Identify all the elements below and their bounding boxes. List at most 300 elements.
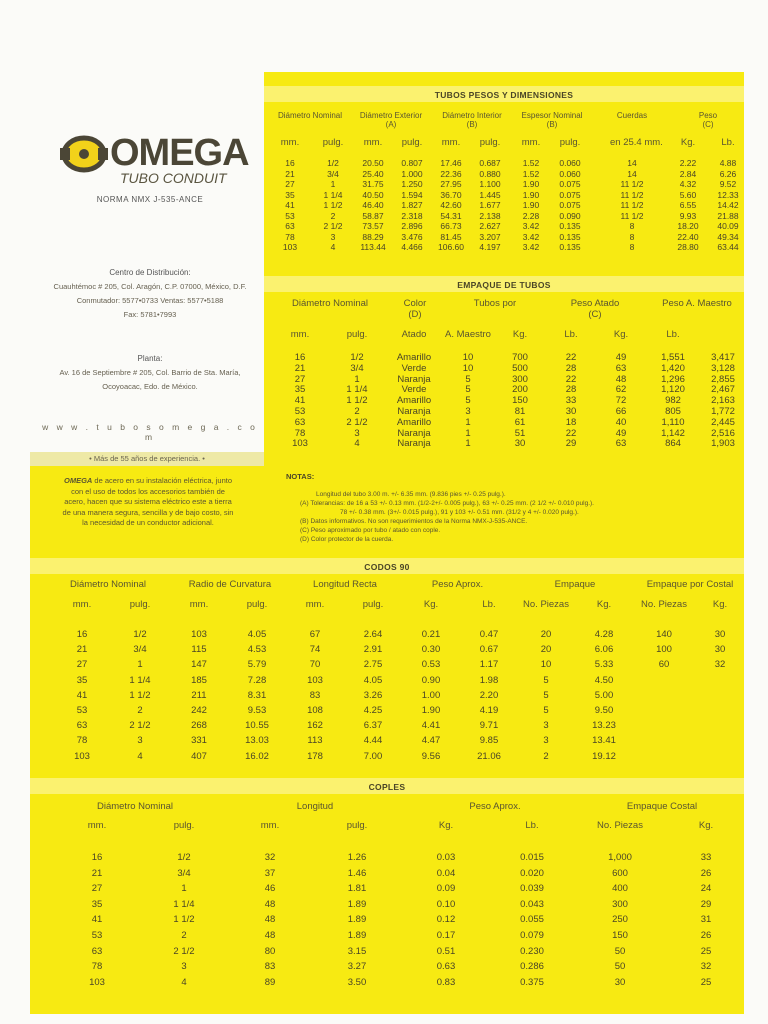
t1-table-cell: 0.060 <box>559 168 581 179</box>
t3-table-cell: 4.41 <box>421 720 441 732</box>
t1-table-cell: 21 <box>285 168 295 179</box>
t3-table-cell: 41 <box>76 689 88 701</box>
t3-table-cell: 9.53 <box>247 705 267 716</box>
t1-header: (A) <box>385 120 397 129</box>
t3-table-cell: 103 <box>74 750 90 762</box>
t1-table-cell: 14 <box>627 158 637 168</box>
t1-subheader-cell: mm. <box>441 137 461 148</box>
t3-table-cell: 4 <box>137 750 143 762</box>
t4-table-cell: 50 <box>614 961 626 973</box>
t1-table-cell: 3.476 <box>401 231 423 242</box>
t4-table-cell: 33 <box>700 852 712 863</box>
t3-table-cell: 4.05 <box>247 629 267 640</box>
t1-table-cell: 0.135 <box>559 231 581 242</box>
t1-table-cell: 0.135 <box>559 242 581 252</box>
t1-table-cell: 2.138 <box>479 210 501 221</box>
t2-subheader-cell: Atado <box>401 329 427 340</box>
t2-table-cell: 63 <box>615 362 627 374</box>
t1-table-cell: 63.44 <box>717 242 739 252</box>
t1-table-cell: 1.827 <box>401 200 423 210</box>
t1-table-cell: 28.80 <box>677 242 699 252</box>
t1-table-cell: 2.627 <box>479 221 501 231</box>
t3-table-cell: 268 <box>191 720 207 732</box>
t1-table-cell: 2.28 <box>522 210 540 221</box>
t3-subheader-cell: Kg. <box>712 599 728 610</box>
t3-table-cell: 242 <box>191 705 207 716</box>
t3-title: CODOS 90 <box>364 562 410 572</box>
t4-table-cell: 48 <box>264 930 276 941</box>
t2-table-cell: 3 <box>465 406 471 417</box>
t3-table-cell: 407 <box>191 750 207 762</box>
t2-table-cell: 28 <box>565 362 577 374</box>
norma-label: NORMA NMX J-535-ANCE <box>96 195 204 204</box>
t1-table-cell: 36.70 <box>440 189 462 200</box>
dist-phones: Conmutador: 5577•0733 Ventas: 5577•5188 <box>76 296 224 305</box>
t4-table-cell: 0.055 <box>520 914 544 926</box>
t1-table-cell: 113.44 <box>360 242 386 252</box>
t1-header: Cuerdas <box>616 111 648 120</box>
t4-table-cell: 0.015 <box>520 852 544 863</box>
t3-table-cell: 2 <box>543 750 549 762</box>
t3-table-cell: 178 <box>307 750 323 762</box>
t1-table-cell: 11 1/2 <box>620 210 644 221</box>
t1-table-cell: 4.197 <box>479 242 501 252</box>
t4-title: COPLES <box>368 782 406 792</box>
t1-table-cell: 81.45 <box>440 231 462 242</box>
t3-table-cell: 1 1/2 <box>129 689 151 701</box>
t3-table-cell: 16 <box>76 629 88 640</box>
t3-table-cell: 2.91 <box>363 644 383 656</box>
t4-table-cell: 26 <box>700 930 712 941</box>
t1-subheader-cell: pulg. <box>401 137 423 148</box>
t2-table-cell: 1,420 <box>661 362 685 374</box>
t1-table-cell: 1 1/2 <box>323 200 343 210</box>
t1-table-cell: 3 <box>330 231 336 242</box>
t1-table-cell: 1.90 <box>522 179 540 189</box>
t2-table-cell: 1,551 <box>661 352 685 363</box>
t3-table-cell: 5 <box>543 689 549 701</box>
t1-table-cell: 25.40 <box>362 168 384 179</box>
t4-table-cell: 0.039 <box>520 883 544 895</box>
t2-table-cell: 700 <box>512 352 528 363</box>
t4-table-cell: 16 <box>91 852 103 863</box>
t2-header: (C) <box>588 309 602 320</box>
t2-table-cell: 3/4 <box>350 362 364 374</box>
t3-table-cell: 1 <box>137 659 143 671</box>
t1-table-cell: 11 1/2 <box>620 189 644 200</box>
t2-table-cell: 1 1/4 <box>346 384 368 396</box>
t1-table-cell: 11 1/2 <box>620 179 644 189</box>
t2-table-cell: 1 1/2 <box>346 395 368 407</box>
t3-table-cell: 4.19 <box>479 705 499 716</box>
t2-table-cell: 300 <box>512 373 528 385</box>
t2-table-cell: 40 <box>615 416 627 428</box>
t3-table-cell: 211 <box>191 689 207 701</box>
experience-banner: • Más de 55 años de experiencia. • <box>30 452 264 466</box>
t3-table-cell: 35 <box>76 674 88 686</box>
t1-table-cell: 0.880 <box>479 168 501 179</box>
t4-table-cell: 83 <box>264 961 276 973</box>
t4-table-cell: 600 <box>612 867 628 879</box>
t4-table-cell: 21 <box>91 867 103 879</box>
t4-header: Diámetro Nominal <box>96 801 174 812</box>
t1-subheader-cell: mm. <box>521 137 541 148</box>
t2-table-cell: 2,855 <box>711 373 735 385</box>
t2-table-cell: 864 <box>665 438 681 450</box>
t1-table-cell: 27.95 <box>440 179 462 189</box>
t2-table-cell: 500 <box>512 362 528 374</box>
t1-table-cell: 0.687 <box>479 158 501 168</box>
t1-table-cell: 1.445 <box>479 189 501 200</box>
t3-table-cell: 4.53 <box>247 644 267 656</box>
notes-label: NOTAS: <box>286 472 315 481</box>
t4-table-cell: 0.230 <box>520 945 544 957</box>
t4-table-cell: 1 1/4 <box>173 898 195 910</box>
t3-table-cell: 0.30 <box>421 644 441 656</box>
t2-table-cell: 53 <box>294 406 306 417</box>
t3-table-cell: 78 <box>76 735 88 747</box>
t2-table-cell: Naranja <box>397 406 431 417</box>
t4-table-cell: 46 <box>264 883 276 895</box>
t1-table-cell: 21.88 <box>717 210 739 221</box>
t4-table-cell: 2 1/2 <box>173 945 195 957</box>
t3-table-cell: 9.71 <box>479 720 499 732</box>
t1-table-cell: 66.73 <box>440 221 462 231</box>
dist-fax: Fax: 5781•7993 <box>123 310 177 319</box>
t4-table-cell: 0.12 <box>436 914 456 926</box>
plant-address-1: Av. 16 de Septiembre # 205, Col. Barrio de Sta. María, <box>59 368 241 377</box>
t4-table-cell: 2 <box>181 930 187 941</box>
t4-table-cell: 63 <box>91 945 103 957</box>
t1-table-cell: 2.22 <box>679 158 697 168</box>
t1-table-cell: 53 <box>285 210 295 221</box>
t4-table-cell: 26 <box>700 867 712 879</box>
t3-table-cell: 113 <box>307 735 323 747</box>
t4-subheader-cell: Kg. <box>698 820 714 831</box>
t1-table-cell: 27 <box>285 179 295 189</box>
t3-table-cell: 1 1/4 <box>129 674 151 686</box>
t3-table-cell: 30 <box>714 629 726 640</box>
note-line: Longitud del tubo 3.00 m. +/- 6.35 mm. (9.836 pies +/- 0.25 pulg.). <box>316 491 506 498</box>
t4-subheader-cell: Lb. <box>525 820 539 831</box>
t3-table-cell: 147 <box>191 659 207 671</box>
t3-header: Radio de Curvatura <box>188 579 272 590</box>
t2-header: Color <box>403 298 427 309</box>
t3-table-cell: 20 <box>540 644 552 656</box>
t4-subheader-cell: mm. <box>87 820 107 831</box>
t2-table-cell: 78 <box>294 427 306 439</box>
t1-header: (B) <box>546 120 558 129</box>
t2-header: (D) <box>408 309 422 320</box>
t1-table-cell: 3.207 <box>479 231 501 242</box>
t1-table-cell: 31.75 <box>362 179 384 189</box>
t3-subheader-cell: Kg. <box>423 599 439 610</box>
t2-table-cell: 33 <box>565 395 577 407</box>
t2-table-cell: 66 <box>615 406 627 417</box>
t1-header: Espesor Nominal <box>521 111 583 120</box>
t1-table-cell: 35 <box>285 189 295 200</box>
t1-table-cell: 18.20 <box>677 221 699 231</box>
t1-table-cell: 8 <box>629 221 635 231</box>
t1-table-cell: 40.50 <box>362 189 384 200</box>
t3-table-cell: 60 <box>658 659 670 671</box>
t2-table-cell: 62 <box>615 384 627 396</box>
logo-brand-text: OMEGA <box>110 132 249 174</box>
t1-table-cell: 1.52 <box>522 158 540 168</box>
t3-table-cell: 2 <box>137 705 143 716</box>
t4-table-cell: 250 <box>612 914 628 926</box>
t2-table-cell: 2,163 <box>711 395 735 407</box>
t2-table-cell: 10 <box>462 362 474 374</box>
t2-table-cell: 51 <box>514 427 526 439</box>
t2-table-cell: 150 <box>512 395 528 407</box>
t2-table-cell: 22 <box>565 352 577 363</box>
t2-table-cell: 1,772 <box>711 406 735 417</box>
t1-header: Peso <box>698 111 718 120</box>
t1-table-cell: 16 <box>285 158 295 168</box>
t1-table-cell: 6.26 <box>719 168 737 179</box>
t3-subheader-cell: mm. <box>305 599 325 610</box>
t4-table-cell: 24 <box>700 883 712 895</box>
t3-table-cell: 0.67 <box>479 644 499 656</box>
t1-table-cell: 88.29 <box>362 231 384 242</box>
t3-table-cell: 32 <box>714 659 726 671</box>
t2-table-cell: 10 <box>462 352 474 363</box>
t4-table-cell: 1.89 <box>347 914 367 926</box>
blurb-line: la necesidad de un conductor adicional. <box>82 518 214 527</box>
t4-table-cell: 1 <box>181 883 187 895</box>
t1-table-cell: 9.93 <box>679 210 697 221</box>
t4-table-cell: 0.04 <box>436 867 456 879</box>
t1-table-cell: 0.135 <box>559 221 581 231</box>
t3-table-cell: 3/4 <box>133 644 147 656</box>
t4-table-cell: 0.51 <box>436 945 456 957</box>
t2-header: Peso Atado <box>570 298 620 309</box>
t3-table-cell: 0.53 <box>421 659 441 671</box>
t3-table-cell: 5 <box>543 705 549 716</box>
t4-table-cell: 1,000 <box>608 852 632 863</box>
t2-table-cell: Naranja <box>397 373 431 385</box>
t2-subheader-cell: Lb. <box>666 329 680 340</box>
t1-table-cell: 2.896 <box>401 221 423 231</box>
t4-table-cell: 25 <box>700 945 712 957</box>
t1-table-cell: 1/2 <box>327 158 339 168</box>
t3-table-cell: 67 <box>309 629 321 640</box>
t3-table-cell: 5.79 <box>247 659 267 671</box>
t2-subheader-cell: mm. <box>290 329 310 340</box>
t2-table-cell: 200 <box>512 384 528 396</box>
t1-table-cell: 8 <box>629 242 635 252</box>
t2-table-cell: 5 <box>465 384 471 396</box>
t1-subheader-cell: mm. <box>280 137 300 148</box>
t4-table-cell: 0.079 <box>520 930 544 941</box>
t3-table-cell: 2.64 <box>363 629 383 640</box>
t2-subheader-cell: Kg. <box>512 329 528 340</box>
t3-subheader-cell: Lb. <box>482 599 496 610</box>
t3-table-cell: 70 <box>309 659 321 671</box>
t4-table-cell: 103 <box>89 976 105 988</box>
t3-header: Longitud Recta <box>313 579 377 590</box>
t3-table-cell: 4.28 <box>594 629 614 640</box>
website-link[interactable]: w w w . t u b o s o m e g a . c o m <box>42 422 258 442</box>
t1-table-cell: 49.34 <box>717 231 739 242</box>
t3-table-cell: 2.20 <box>479 689 499 701</box>
t1-table-cell: 1.000 <box>401 168 423 179</box>
t4-table-cell: 3 <box>181 961 187 973</box>
t1-table-cell: 42.60 <box>440 200 462 210</box>
t1-table-cell: 46.40 <box>362 200 384 210</box>
t1-table-cell: 2 1/2 <box>323 221 343 231</box>
t1-table-cell: 1.594 <box>401 189 423 200</box>
omega-logo-icon <box>60 134 108 174</box>
t2-table-cell: 49 <box>615 352 627 363</box>
t3-table-cell: 21 <box>76 644 88 656</box>
t2-table-cell: 3,417 <box>711 352 735 363</box>
t4-table-cell: 0.375 <box>520 976 544 988</box>
t2-table-cell: 5 <box>465 395 471 407</box>
t3-subheader-cell: pulg. <box>129 599 151 610</box>
t1-table-cell: 1.677 <box>479 200 501 210</box>
t1-table-cell: 22.40 <box>677 231 699 242</box>
t3-table-cell: 2.75 <box>363 659 383 671</box>
t1-table-cell: 2 <box>330 210 336 221</box>
t3-table-cell: 0.90 <box>421 674 441 686</box>
t1-table-cell: 54.31 <box>440 210 462 221</box>
t3-table-cell: 103 <box>191 629 207 640</box>
t4-table-cell: 30 <box>614 976 626 988</box>
t4-table-cell: 1.81 <box>347 883 367 895</box>
t3-header: Diámetro Nominal <box>69 579 147 590</box>
blurb-line: acero, hacen que su sistema eléctrico este a tierra <box>64 497 232 506</box>
t1-table-cell: 3/4 <box>327 168 339 179</box>
t2-table-cell: 30 <box>565 406 577 417</box>
t2-table-cell: 41 <box>294 395 306 407</box>
t1-table-cell: 78 <box>285 231 295 242</box>
t3-subheader-cell: pulg. <box>246 599 268 610</box>
t2-table-cell: 28 <box>565 384 577 396</box>
t3-table-cell: 83 <box>309 689 321 701</box>
t3-table-cell: 74 <box>309 644 321 656</box>
t2-table-cell: Verde <box>401 362 427 374</box>
t3-table-cell: 1.00 <box>421 689 441 701</box>
t1-table-cell: 0.060 <box>559 158 581 168</box>
t4-table-cell: 150 <box>612 930 628 941</box>
t2-table-cell: 72 <box>615 395 627 407</box>
t3-table-cell: 27 <box>76 659 88 671</box>
t1-table-cell: 58.87 <box>362 210 384 221</box>
t3-table-cell: 1/2 <box>133 629 147 640</box>
t2-table-cell: Amarillo <box>396 395 432 407</box>
t3-table-cell: 1.98 <box>479 674 499 686</box>
t1-table-cell: 2.84 <box>679 168 697 179</box>
t3-table-cell: 5.00 <box>594 689 614 701</box>
t3-table-cell: 6.06 <box>594 644 614 656</box>
t4-table-cell: 50 <box>614 945 626 957</box>
t2-subheader-cell: Kg. <box>613 329 629 340</box>
t3-table-cell: 53 <box>76 705 88 716</box>
t4-header: Longitud <box>296 801 334 812</box>
t2-table-cell: Naranja <box>397 438 431 450</box>
blurb-line: de acero en su instalación eléctrica, junto <box>94 476 233 485</box>
t3-subheader-cell: mm. <box>72 599 92 610</box>
t2-table-cell: 22 <box>565 427 577 439</box>
t3-header: Empaque por Costal <box>646 579 734 590</box>
blurb-line: con el uso de todos los accesorios también de <box>71 486 225 496</box>
t3-subheader-cell: Kg. <box>596 599 612 610</box>
t1-table-cell: 0.075 <box>559 189 581 200</box>
t2-table-cell: 35 <box>294 384 306 396</box>
t3-table-cell: 10.55 <box>245 720 269 732</box>
t3-table-cell: 10 <box>540 659 552 671</box>
t3-subheader-cell: mm. <box>189 599 209 610</box>
t1-table-cell: 4 <box>330 242 336 252</box>
t3-table-cell: 9.85 <box>479 735 499 747</box>
t3-table-cell: 4.05 <box>363 674 383 686</box>
t4-table-cell: 1.26 <box>347 852 367 863</box>
t3-table-cell: 3.26 <box>363 689 383 701</box>
t1-table-cell: 106.60 <box>438 242 464 252</box>
note-line: (A) Tolerancias: de 16 a 53 +/- 0.13 mm. (1/2-2+/- 0.005 pulg.), 63 +/- 0.25 mm. (2 1/2 +/- 0.010 pulg.). <box>300 500 594 507</box>
t2-table-cell: 2,467 <box>711 384 735 396</box>
distribution-center-info <box>40 266 260 322</box>
t1-subheader-cell: mm. <box>363 137 383 148</box>
t1-title: TUBOS PESOS Y DIMENSIONES <box>434 90 574 100</box>
t2-subheader-cell: pulg. <box>346 329 368 340</box>
t2-table-cell: 1,142 <box>661 427 685 439</box>
t3-table-cell: 185 <box>191 674 207 686</box>
t3-table-cell: 1.17 <box>479 659 499 671</box>
t2-table-cell: 2,445 <box>711 416 735 428</box>
t4-table-cell: 35 <box>91 898 103 910</box>
logo-subtitle: TUBO CONDUIT <box>120 170 227 186</box>
t2-table-cell: 30 <box>514 438 526 450</box>
t1-subheader-cell: pulg. <box>479 137 501 148</box>
t3-table-cell: 9.50 <box>594 705 614 716</box>
t3-table-cell: 13.41 <box>592 735 616 747</box>
t2-table-cell: 4 <box>354 438 360 450</box>
t1-subheader-cell: pulg. <box>559 137 581 148</box>
t2-table-cell: 2 1/2 <box>346 416 368 428</box>
t3-table-cell: 140 <box>656 629 672 640</box>
t2-table-cell: 5 <box>465 373 471 385</box>
t4-table-cell: 48 <box>264 914 276 926</box>
t3-table-cell: 3 <box>137 735 143 747</box>
t1-table-cell: 1 <box>330 179 336 189</box>
t2-table-cell: 21 <box>294 362 306 374</box>
t3-table-cell: 4.25 <box>363 705 383 716</box>
t1-header: Diámetro Nominal <box>277 111 343 120</box>
t2-table-cell: 1,903 <box>711 438 735 450</box>
t4-table-cell: 4 <box>181 976 187 988</box>
t1-table-cell: 3.42 <box>522 242 540 252</box>
blurb-line: de una manera segura, sencilla y de bajo costo, sin <box>62 507 234 517</box>
t4-table-cell: 300 <box>612 898 628 910</box>
t4-table-cell: 1.89 <box>347 898 367 910</box>
t2-table-cell: 982 <box>665 395 681 407</box>
t4-subheader-cell: pulg. <box>173 820 195 831</box>
t3-table-cell: 4.44 <box>363 735 383 747</box>
t4-table-cell: 32 <box>700 961 712 973</box>
t4-table-cell: 78 <box>91 961 103 973</box>
t3-table-cell: 8.31 <box>247 689 267 701</box>
t2-table-cell: 1 <box>465 438 471 450</box>
product-blurb <box>38 476 258 529</box>
plant-info <box>40 352 260 394</box>
t3-header: Peso Aprox. <box>431 579 484 590</box>
t2-table-cell: 2 <box>354 406 360 417</box>
t1-table-cell: 5.60 <box>679 189 697 200</box>
t3-table-cell: 5 <box>543 674 549 686</box>
